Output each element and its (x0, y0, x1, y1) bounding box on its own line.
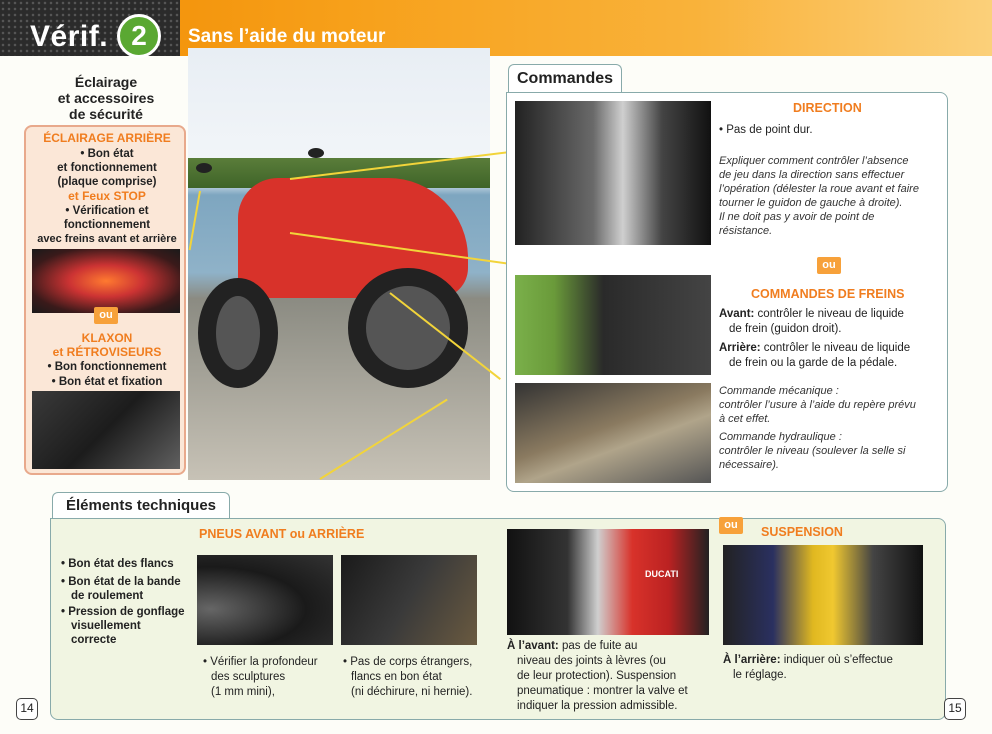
stop-line2: fonctionnement (63, 219, 151, 231)
rear-text: indiquer où s’effectue (780, 654, 893, 666)
avant-text: contrôler le niveau de liquide (754, 308, 904, 320)
arriere-text: contrôler le niveau de liquide (760, 342, 911, 354)
rear-light-line1: • Bon état (80, 148, 134, 160)
photo-rear-wheel (348, 268, 468, 388)
elements-tab: Éléments techniques (52, 492, 230, 520)
horn-heading1: KLAXON (81, 331, 133, 345)
direction-note-2: de jeu dans la direction sans effectuer (719, 169, 905, 181)
freins-heading: COMMANDES DE FREINS (751, 287, 905, 301)
left-title-line3: de sécurité (69, 106, 143, 122)
tire-bullet-2a: • Bon état de la bande (61, 576, 181, 588)
pneus-heading: PNEUS AVANT ou ARRIÈRE (199, 527, 365, 541)
front-text: pas de fuite au (558, 640, 638, 652)
front-line2: niveau des joints à lèvres (ou (517, 655, 666, 667)
front-line1 (507, 639, 637, 653)
verif-label: Vérif. (30, 20, 109, 53)
steering-photo (515, 101, 711, 245)
rear-light-line3: (plaque comprise) (57, 176, 157, 188)
rear-brake-pedal-photo (515, 383, 711, 483)
meca-line3: à cet effet. (719, 413, 771, 425)
page-number-left: 14 (16, 698, 38, 720)
brake-reservoir-photo (515, 275, 711, 375)
avant-label: Avant: (719, 308, 755, 320)
rear-light-line2: et fonctionnement (57, 162, 157, 174)
rear-line1 (723, 653, 893, 667)
direction-note-6: résistance. (719, 225, 773, 237)
hydro-line2: contrôler le niveau (soulever la selle si (719, 445, 906, 457)
ou-badge-left: ou (94, 307, 118, 324)
page-number-right: 15 (944, 698, 966, 720)
front-fork-photo (507, 529, 709, 635)
page-subtitle: Sans l’aide du moteur (188, 26, 386, 47)
direction-note-1: Expliquer comment contrôler l’absence (719, 155, 909, 167)
left-title-line2: et accessoires (57, 90, 155, 106)
left-title-line1: Éclairage (74, 74, 138, 90)
rear-line2: le réglage. (733, 669, 787, 681)
ou-badge-commandes: ou (817, 257, 841, 274)
direction-heading: DIRECTION (793, 101, 862, 115)
tire-bullet-3b: visuellement (71, 620, 141, 632)
tail-light-photo (32, 249, 180, 313)
arriere-label: Arrière: (719, 342, 761, 354)
stop-line3: avec freins avant et arrière (37, 233, 177, 245)
foreign-body-line3: (ni déchirure, ni hernie). (351, 686, 473, 698)
fork-brand-text: DUCATI (645, 569, 679, 579)
meca-line1: Commande mécanique : (719, 385, 839, 397)
tire-bullet-3c: correcte (71, 634, 117, 646)
photo-mirror-left (196, 163, 212, 173)
photo-mirror-right (308, 148, 324, 158)
handlebar-switch-photo (32, 391, 180, 469)
horn-heading2: et RÉTROVISEURS (52, 345, 162, 359)
left-section-title (40, 74, 172, 122)
foreign-body-line1: • Pas de corps étrangers, (343, 656, 473, 668)
suspension-heading: SUSPENSION (761, 525, 843, 539)
stop-line1: • Vérification et (65, 205, 149, 217)
avant-line1 (719, 307, 904, 321)
front-line3: de leur protection). Suspension (517, 670, 677, 682)
rear-light-heading: ÉCLAIRAGE ARRIÈRE (43, 131, 171, 145)
direction-bullet: • Pas de point dur. (719, 124, 813, 136)
foreign-body-line2: flancs en bon état (351, 671, 442, 683)
hydro-line1: Commande hydraulique : (719, 431, 842, 443)
tread-line3: (1 mm mini), (211, 686, 275, 698)
motorcycle-photo (188, 48, 490, 480)
header-band (0, 0, 992, 56)
tire-sidewall-photo (341, 555, 477, 645)
tire-bullet-2b: de roulement (71, 590, 144, 602)
lighting-panel (24, 125, 186, 475)
arriere-line2: de frein ou la garde de la pédale. (729, 357, 898, 369)
tire-bullet-1: • Bon état des flancs (61, 558, 174, 570)
elements-panel (50, 518, 946, 720)
tire-tread-photo (197, 555, 333, 645)
stop-light-heading: et Feux STOP (68, 189, 146, 203)
avant-line2: de frein (guidon droit). (729, 323, 842, 335)
front-line4: pneumatique : montrer la valve et (517, 685, 688, 697)
direction-note-4: tourner le guidon de gauche à droite). (719, 197, 903, 209)
direction-note-5: Il ne doit pas y avoir de point de (719, 211, 875, 223)
tire-bullet-3a: • Pression de gonflage (61, 606, 185, 618)
front-line5: indiquer la pression admissible. (517, 700, 678, 712)
rear-shock-photo (723, 545, 923, 645)
commandes-panel (506, 92, 948, 492)
tread-line2: des sculptures (211, 671, 286, 683)
hydro-line3: nécessaire). (719, 459, 779, 471)
horn-line2: • Bon état et fixation (51, 376, 163, 388)
direction-note-3: l’opération (délester la roue avant et faire (719, 183, 919, 195)
commandes-tab: Commandes (508, 64, 622, 94)
photo-front-wheel (198, 278, 278, 388)
front-label: À l’avant: (507, 640, 559, 652)
tread-line1: • Vérifier la profondeur (203, 656, 318, 668)
rear-label: À l’arrière: (723, 654, 781, 666)
meca-line2: contrôler l’usure à l’aide du repère prévu (719, 399, 916, 411)
ou-badge-elements: ou (719, 517, 743, 534)
verif-number-badge: 2 (117, 14, 161, 58)
horn-line1: • Bon fonctionnement (47, 361, 167, 373)
arriere-line1 (719, 341, 910, 355)
